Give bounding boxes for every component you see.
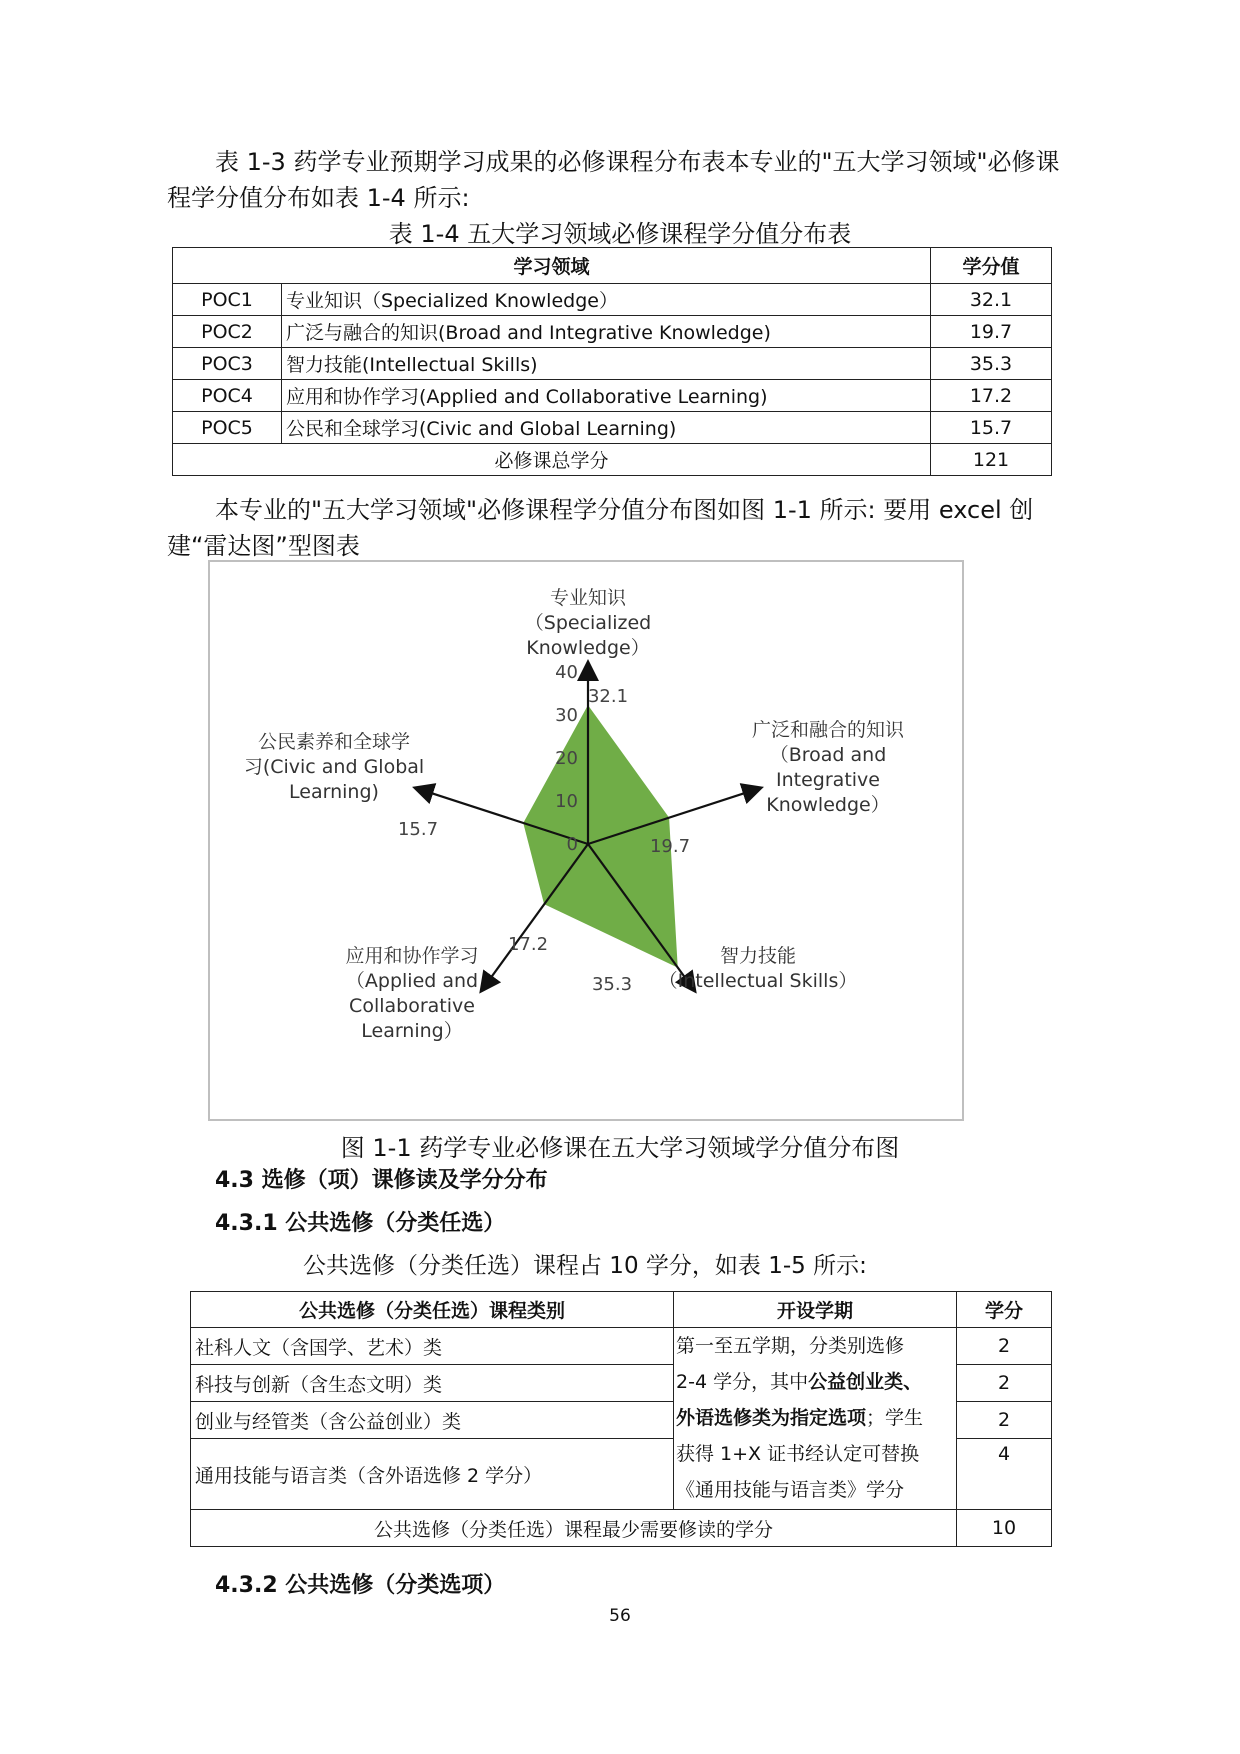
total-label-1-5: 公共选修（分类任选）课程最少需要修读的学分 bbox=[191, 1510, 957, 1547]
table-row bbox=[191, 1328, 1052, 1365]
radar-axis-label: Learning) bbox=[289, 781, 379, 803]
radar-axis-label: Collaborative bbox=[349, 995, 475, 1017]
category-name: 社科人文（含国学、艺术）类 bbox=[191, 1328, 674, 1365]
radar-tick-label: 30 bbox=[555, 705, 578, 726]
category-credit: 4 bbox=[957, 1439, 1052, 1510]
radar-chart-frame bbox=[208, 560, 964, 1121]
radar-value-label: 19.7 bbox=[649, 836, 691, 857]
header-category: 公共选修（分类任选）课程类别 bbox=[191, 1292, 674, 1328]
term-line: ；学生 bbox=[866, 1407, 924, 1429]
category-credit: 2 bbox=[957, 1365, 1052, 1402]
poc-code: POC1 bbox=[173, 284, 282, 316]
poc-name: 广泛与融合的知识(Broad and Integrative Knowledge) bbox=[282, 316, 931, 348]
radar-axis-label: （Specialized bbox=[524, 612, 652, 634]
radar-axis-label: Learning） bbox=[361, 1020, 463, 1042]
radar-value-label: 17.2 bbox=[507, 934, 549, 955]
header-term: 开设学期 bbox=[674, 1292, 957, 1328]
poc-code: POC5 bbox=[173, 412, 282, 444]
term-line: 获得 1+X 证书经认定可替换 bbox=[676, 1443, 920, 1465]
total-value-1-5: 10 bbox=[957, 1510, 1052, 1547]
table-1-4-caption: 表 1-4 五大学习领域必修课程学分值分布表 bbox=[388, 220, 852, 248]
radar-axis-label: Knowledge） bbox=[526, 637, 650, 659]
total-value: 121 bbox=[931, 444, 1052, 476]
radar-axis-label: （Applied and bbox=[345, 970, 479, 992]
table-row bbox=[173, 284, 1052, 316]
heading-4-3-1: 4.3.1 公共选修（分类任选） bbox=[215, 1211, 506, 1236]
table-total-row bbox=[191, 1510, 1052, 1547]
radar-axis-label: 广泛和融合的知识 bbox=[751, 719, 905, 741]
poc-credit: 32.1 bbox=[931, 284, 1052, 316]
radar-axis-label: Integrative bbox=[776, 769, 880, 791]
header-credit: 学分值 bbox=[931, 248, 1052, 284]
radar-value-label: 35.3 bbox=[591, 974, 633, 995]
term-line: 第一至五学期，分类别选修 bbox=[676, 1335, 905, 1357]
heading-4-3-2: 4.3.2 公共选修（分类选项） bbox=[215, 1573, 506, 1598]
header-credit-1-5: 学分 bbox=[957, 1292, 1052, 1328]
radar-axis-label: 应用和协作学习 bbox=[345, 945, 479, 967]
radar-tick-label: 40 bbox=[555, 662, 578, 683]
term-line-bold: 公益创业类、 bbox=[808, 1371, 923, 1393]
term-line: 2-4 学分，其中 bbox=[676, 1371, 809, 1393]
poc-credit: 35.3 bbox=[931, 348, 1052, 380]
radar-value-label: 15.7 bbox=[397, 819, 439, 840]
radar-axis-label: 专业知识 bbox=[549, 587, 627, 609]
term-line: 《通用技能与语言类》学分 bbox=[676, 1479, 905, 1501]
poc-credit: 17.2 bbox=[931, 380, 1052, 412]
chart-paragraph: 本专业的"五大学习领域"必修课程学分值分布图如图 1-1 所示: 要用 excel 创建“雷达图”型图表 bbox=[167, 496, 1034, 560]
poc-name: 专业知识（Specialized Knowledge） bbox=[282, 284, 931, 316]
figure-1-1-caption: 图 1-1 药学专业必修课在五大学习领域学分值分布图 bbox=[340, 1134, 900, 1162]
poc-credit: 19.7 bbox=[931, 316, 1052, 348]
radar-tick-label: 10 bbox=[555, 791, 578, 812]
heading-4-3: 4.3 选修（项）课修读及学分分布 bbox=[215, 1168, 548, 1193]
table-row bbox=[173, 380, 1052, 412]
poc-credit: 15.7 bbox=[931, 412, 1052, 444]
term-description bbox=[674, 1328, 957, 1510]
radar-tick-label: 20 bbox=[555, 748, 578, 769]
radar-axis-label: 智力技能 bbox=[719, 945, 797, 967]
poc-name: 智力技能(Intellectual Skills) bbox=[282, 348, 931, 380]
radar-axis-label: （Intellectual Skills） bbox=[658, 970, 858, 992]
intro-paragraph: 表 1-3 药学专业预期学习成果的必修课程分布表本专业的"五大学习领域"必修课程学分值分布如表 1-4 所示: bbox=[167, 148, 1060, 212]
category-credit: 2 bbox=[957, 1402, 1052, 1439]
table-row bbox=[173, 348, 1052, 380]
poc-code: POC4 bbox=[173, 380, 282, 412]
poc-code: POC2 bbox=[173, 316, 282, 348]
table-row bbox=[173, 316, 1052, 348]
category-name: 科技与创新（含生态文明）类 bbox=[191, 1365, 674, 1402]
table-total-row bbox=[173, 444, 1052, 476]
header-domain: 学习领域 bbox=[173, 248, 931, 284]
radar-axis-label: （Broad and bbox=[769, 744, 887, 766]
radar-tick-label: 0 bbox=[566, 834, 578, 855]
radar-chart bbox=[210, 562, 962, 1119]
page-number: 56 bbox=[609, 1606, 631, 1626]
table-row bbox=[173, 412, 1052, 444]
poc-name: 公民和全球学习(Civic and Global Learning) bbox=[282, 412, 931, 444]
table-1-4 bbox=[172, 247, 1052, 476]
para-4-3-1: 公共选修（分类任选）课程占 10 学分，如表 1-5 所示: bbox=[303, 1253, 867, 1279]
radar-axis-label: 习(Civic and Global bbox=[243, 756, 425, 778]
total-label: 必修课总学分 bbox=[173, 444, 931, 476]
category-name: 通用技能与语言类（含外语选修 2 学分） bbox=[191, 1439, 674, 1510]
category-name: 创业与经管类（含公益创业）类 bbox=[191, 1402, 674, 1439]
poc-name: 应用和协作学习(Applied and Collaborative Learning) bbox=[282, 380, 931, 412]
poc-code: POC3 bbox=[173, 348, 282, 380]
term-line-bold: 外语选修类为指定选项 bbox=[676, 1407, 867, 1429]
radar-value-label: 32.1 bbox=[587, 686, 629, 707]
table-1-5 bbox=[190, 1291, 1052, 1547]
radar-axis-label: Knowledge） bbox=[766, 794, 890, 816]
radar-axis-label: 公民素养和全球学 bbox=[257, 731, 411, 753]
category-credit: 2 bbox=[957, 1328, 1052, 1365]
